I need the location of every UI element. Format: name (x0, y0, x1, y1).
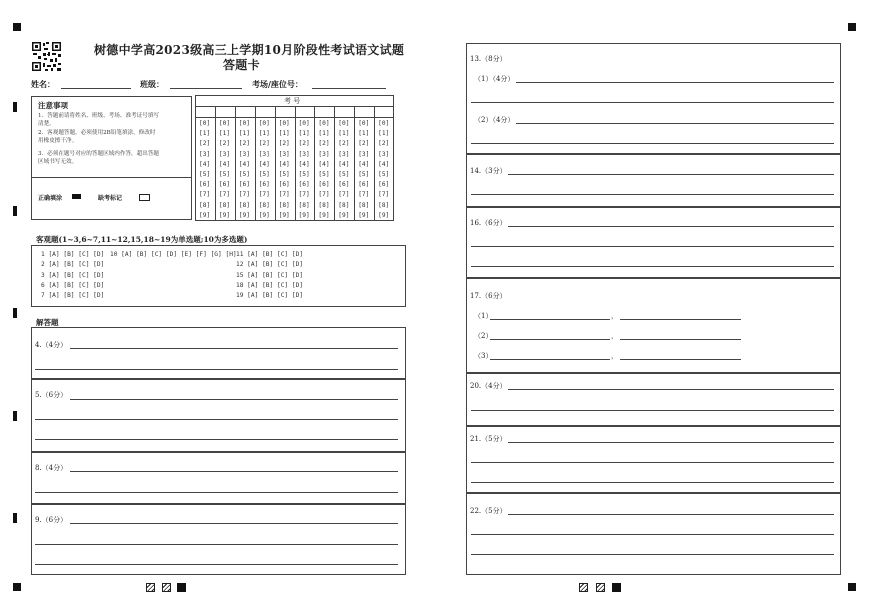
question-label-q17: 17.（6分） (470, 292, 507, 300)
timing-mark (13, 308, 17, 318)
seat-label: 考场/座位号： (252, 79, 303, 89)
name-label: 姓名： (31, 79, 55, 89)
answer-line[interactable] (70, 348, 398, 349)
exam-number-bubble[interactable]: [5] (278, 171, 290, 178)
exam-number-bubble[interactable]: [6] (358, 181, 370, 189)
exam-number-bubble[interactable]: [9] (199, 211, 211, 219)
answer-line[interactable] (508, 389, 834, 390)
answer-box-q14 (466, 154, 841, 207)
exam-number-column-divider (334, 106, 335, 221)
answer-line[interactable] (620, 319, 741, 320)
exam-number-bubble[interactable]: [0] (338, 120, 350, 127)
answer-line[interactable] (471, 266, 834, 267)
exam-number-bubble[interactable]: [1] (278, 130, 290, 138)
answer-line[interactable] (70, 399, 398, 400)
page-code-mark (612, 583, 621, 592)
exam-number-bubble[interactable]: [2] (258, 140, 270, 148)
question-label-q5: 5.（6分） (35, 391, 68, 399)
answer-line[interactable] (471, 482, 834, 483)
exam-number-bubble[interactable]: [1] (298, 130, 310, 138)
question-label-q13: 13.（8分） (470, 55, 507, 63)
exam-number-bubble[interactable]: [4] (218, 160, 231, 168)
exam-number-bubble[interactable]: [7] (338, 191, 350, 199)
class-label: 班级： (140, 79, 164, 89)
exam-number-bubble[interactable]: [9] (378, 211, 390, 219)
objective-question-row[interactable]: 11 [A] [B] [C] [D] (236, 251, 304, 258)
exam-number-bubble[interactable]: [0] (298, 120, 310, 127)
notice-item: 1．答题前请将姓名、班级、考场、准考证号填写清楚。 (38, 113, 160, 127)
exam-number-label: 考 号 (284, 97, 301, 105)
exam-number-bubble[interactable]: [8] (258, 201, 270, 209)
exam-number-bubble[interactable]: [4] (238, 160, 250, 168)
exam-number-bubble[interactable]: [1] (258, 130, 270, 138)
exam-number-bubble[interactable]: [8] (278, 201, 290, 209)
exam-number-column-divider (295, 106, 296, 221)
correct-fill-label: 正确填涂 (38, 195, 63, 202)
exam-number-bubble[interactable]: [1] (199, 130, 211, 138)
notice-divider (31, 177, 192, 178)
exam-number-bubble[interactable]: [2] (318, 140, 330, 148)
exam-number-bubble[interactable]: [5] (238, 171, 250, 178)
notice-item: 2．客观题答题，必须使用2B铅笔填涂，修改时用橡皮擦干净。 (38, 130, 156, 144)
exam-number-bubble[interactable]: [9] (338, 211, 350, 219)
exam-number-bubble[interactable]: [1] (338, 130, 350, 138)
exam-number-bubble[interactable]: [0] (318, 120, 330, 127)
comma: ， (611, 312, 618, 320)
answer-line[interactable] (70, 471, 398, 472)
exam-number-bubble[interactable]: [7] (238, 191, 250, 199)
exam-number-bubble[interactable]: [6] (378, 181, 390, 189)
exam-number-bubble[interactable]: [9] (318, 211, 330, 219)
registration-mark-bottom-left (13, 583, 21, 591)
question-label-q16: 16.（6分） (470, 219, 507, 227)
exam-number-bubble[interactable]: [2] (278, 140, 290, 148)
exam-number-bubble[interactable]: [8] (298, 201, 310, 209)
question-label-q22: 22.（5分） (470, 507, 507, 515)
exam-number-bubble[interactable]: [4] (358, 160, 370, 168)
exam-number-bubble[interactable]: [6] (238, 181, 250, 189)
exam-number-bubble[interactable]: [4] (199, 160, 211, 168)
exam-number-column-divider (374, 106, 375, 221)
exam-number-bubble[interactable]: [2] (358, 140, 370, 148)
exam-number-bubble[interactable]: [4] (338, 160, 350, 168)
exam-number-bubble[interactable]: [4] (278, 160, 290, 168)
objective-heading: 客观题(1~3,6~7,11~12,15,18~19为单选题;10为多选题) (36, 235, 248, 244)
exam-number-bubble[interactable]: [3] (278, 150, 290, 158)
answer-line[interactable] (35, 419, 398, 420)
exam-number-column-divider (354, 106, 355, 221)
answer-line[interactable] (620, 359, 741, 360)
answer-line[interactable] (508, 514, 834, 515)
exam-number-bubble[interactable]: [9] (278, 211, 290, 219)
exam-number-bubble[interactable]: [2] (338, 140, 350, 148)
subjective-heading: 解答题 (36, 318, 59, 327)
comma: ， (611, 332, 618, 340)
answer-line[interactable] (508, 174, 834, 175)
absent-mark-box[interactable] (139, 194, 150, 201)
question-label-q17-2: （2） (474, 332, 493, 340)
exam-number-bubble[interactable]: [5] (258, 171, 270, 178)
notice-heading: 注意事项 (38, 101, 68, 110)
answer-box-q20 (466, 373, 841, 426)
objective-question-row[interactable]: 3 [A] [B] [C] [D] (41, 271, 105, 279)
answer-line[interactable] (70, 523, 398, 524)
exam-number-bubble[interactable]: [5] (298, 171, 310, 178)
exam-number-bubble[interactable]: [7] (358, 191, 370, 199)
question-label-q8: 8.（4分） (35, 464, 68, 472)
exam-number-bubble[interactable]: [1] (318, 130, 330, 138)
exam-number-bubble[interactable]: [2] (238, 140, 250, 148)
objective-question-row[interactable]: 15 [A] [B] [C] [D] (236, 271, 304, 279)
objective-question-row[interactable]: 10 [A] [B] [C] [D] [E] [F] [G] [H] (110, 251, 237, 258)
exam-title: 树德中学高2023级高三上学期10月阶段性考试语文试题 (94, 43, 405, 57)
page-code-mark (579, 583, 588, 592)
exam-number-bubble[interactable]: [7] (199, 191, 211, 199)
answer-line[interactable] (490, 359, 610, 360)
exam-number-bubble[interactable]: [8] (218, 201, 231, 209)
exam-number-bubble[interactable]: [5] (378, 171, 390, 178)
exam-number-bubble[interactable]: [3] (218, 150, 231, 158)
answer-line[interactable] (35, 492, 398, 493)
exam-number-bubble[interactable]: [8] (358, 201, 370, 209)
question-label-q17-1: （1） (474, 312, 493, 320)
exam-number-bubble[interactable]: [6] (278, 181, 290, 189)
exam-number-bubble[interactable]: [1] (378, 130, 390, 138)
exam-number-column-divider (235, 106, 236, 221)
exam-number-bubble[interactable]: [8] (238, 201, 250, 209)
exam-number-bubble[interactable]: [2] (199, 140, 211, 148)
exam-number-bubble[interactable]: [7] (258, 191, 270, 199)
exam-number-bubble[interactable]: [0] (378, 120, 390, 127)
exam-number-bubble[interactable]: [1] (358, 130, 370, 138)
objective-question-row[interactable]: 12 [A] [B] [C] [D] (236, 261, 304, 269)
registration-mark-top-right (848, 23, 856, 31)
timing-mark (13, 206, 17, 216)
exam-number-bubble[interactable]: [9] (298, 211, 310, 219)
answer-line[interactable] (35, 564, 398, 565)
answer-line[interactable] (35, 544, 398, 545)
answer-line[interactable] (471, 143, 834, 144)
page-code-mark (146, 583, 155, 592)
exam-number-bubble[interactable]: [0] (218, 120, 231, 127)
exam-number-bubble[interactable]: [2] (218, 140, 231, 148)
exam-number-bubble[interactable]: [7] (218, 191, 231, 199)
exam-number-bubble[interactable]: [9] (238, 211, 250, 219)
exam-number-bubble[interactable]: [6] (258, 181, 270, 189)
exam-number-bubble[interactable]: [4] (298, 160, 310, 168)
answer-line[interactable] (471, 462, 834, 463)
exam-number-bubble[interactable]: [3] (318, 150, 330, 158)
exam-number-bubble[interactable]: [1] (238, 130, 250, 138)
exam-number-bubble[interactable]: [7] (318, 191, 330, 199)
answer-line[interactable] (516, 82, 834, 83)
exam-number-bubble[interactable]: [3] (298, 150, 310, 158)
answer-box-q4 (31, 327, 406, 379)
answer-line[interactable] (471, 246, 834, 247)
exam-number-bubble[interactable]: [5] (199, 171, 211, 178)
page-code-mark (596, 583, 605, 592)
answer-line[interactable] (490, 319, 610, 320)
exam-number-bubble[interactable]: [5] (218, 171, 231, 178)
exam-number-bubble[interactable]: [1] (218, 130, 231, 138)
question-label-q9: 9.（6分） (35, 516, 68, 524)
objective-question-row[interactable]: 6 [A] [B] [C] [D] (41, 281, 105, 289)
answer-line[interactable] (35, 369, 398, 370)
exam-number-bubble[interactable]: [3] (238, 150, 250, 158)
exam-number-bubble[interactable]: [4] (318, 160, 330, 168)
exam-number-bubble[interactable]: [0] (238, 120, 250, 127)
timing-mark (13, 102, 17, 112)
answer-line[interactable] (471, 554, 834, 555)
class-field[interactable] (170, 88, 242, 89)
exam-number-bubble[interactable]: [7] (278, 191, 290, 199)
exam-number-bubble[interactable]: [5] (358, 171, 370, 178)
correct-fill-sample (72, 194, 81, 199)
timing-mark (13, 411, 17, 421)
answer-line[interactable] (471, 534, 834, 535)
answer-line[interactable] (620, 339, 741, 340)
exam-number-bubble[interactable]: [6] (298, 181, 310, 189)
exam-number-bubble[interactable]: [0] (258, 120, 270, 127)
registration-mark-bottom-right (848, 583, 856, 591)
question-label-q17-3: （3） (474, 352, 493, 360)
exam-number-bubble[interactable]: [6] (199, 181, 211, 189)
exam-number-bubble[interactable]: [7] (378, 191, 390, 199)
exam-number-column-divider (275, 106, 276, 221)
answer-line[interactable] (35, 439, 398, 440)
answer-line[interactable] (508, 442, 834, 443)
exam-number-bubble[interactable]: [6] (338, 181, 350, 189)
objective-question-row[interactable]: 1 [A] [B] [C] [D] (41, 251, 105, 258)
exam-number-bubble[interactable]: [8] (318, 201, 330, 209)
page-code-mark (177, 583, 186, 592)
answer-line[interactable] (471, 410, 834, 411)
exam-number-bubble[interactable]: [0] (199, 120, 211, 127)
question-label-q21: 21.（5分） (470, 435, 507, 443)
exam-number-bubble[interactable]: [5] (318, 171, 330, 178)
absent-mark-label: 缺考标记 (98, 195, 123, 202)
objective-question-row[interactable]: 19 [A] [B] [C] [D] (236, 292, 304, 300)
exam-number-bubble[interactable]: [0] (358, 120, 370, 127)
question-label-q4: 4.（4分） (35, 341, 68, 349)
answer-line[interactable] (490, 339, 610, 340)
page-code-mark (162, 583, 171, 592)
answer-box-q8 (31, 452, 406, 504)
exam-number-bubble[interactable]: [8] (378, 201, 390, 209)
exam-number-bubble[interactable]: [6] (318, 181, 330, 189)
answer-box-q13 (466, 43, 841, 154)
answer-line[interactable] (471, 194, 834, 195)
exam-number-bubble[interactable]: [0] (278, 120, 290, 127)
answer-line[interactable] (516, 123, 834, 124)
timing-mark (13, 513, 17, 523)
question-label-q14: 14.（3分） (470, 167, 507, 175)
objective-question-row[interactable]: 18 [A] [B] [C] [D] (236, 281, 304, 289)
exam-number-bubble[interactable]: [8] (199, 201, 211, 209)
registration-mark-top-left (13, 23, 21, 31)
answer-sheet-title: 答题卡 (223, 58, 260, 72)
exam-number-bubble[interactable]: [8] (338, 201, 350, 209)
comma: ， (611, 352, 618, 360)
exam-number-bubble[interactable]: [3] (378, 150, 390, 158)
question-label-q13-1: （1）（4分） (474, 75, 515, 83)
exam-number-column-divider (255, 106, 256, 221)
exam-number-bubble[interactable]: [4] (258, 160, 270, 168)
exam-number-bubble[interactable]: [5] (338, 171, 350, 178)
qr-code (31, 41, 62, 72)
question-label-q13-2: （2）（4分） (474, 116, 515, 124)
answer-line[interactable] (471, 102, 834, 103)
exam-number-bubble[interactable]: [4] (378, 160, 390, 168)
question-label-q20: 20.（4分） (470, 382, 507, 390)
exam-number-column-divider (314, 106, 315, 221)
exam-number-bubble[interactable]: [6] (218, 181, 231, 189)
exam-number-bubble[interactable]: [9] (258, 211, 270, 219)
exam-number-bubble[interactable]: [7] (298, 191, 310, 199)
notice-item: 3．必须在题号对应的答题区域内作答，超出答题区域书写无效。 (38, 151, 160, 165)
answer-box-q16 (466, 207, 841, 278)
exam-number-bubble[interactable]: [9] (358, 211, 370, 219)
objective-question-row[interactable]: 7 [A] [B] [C] [D] (41, 292, 105, 300)
exam-number-bubble[interactable]: [2] (298, 140, 310, 148)
exam-number-bubble[interactable]: [9] (218, 211, 231, 219)
name-field[interactable] (61, 88, 131, 89)
exam-number-bubble[interactable]: [3] (199, 150, 211, 158)
seat-field[interactable] (312, 88, 386, 89)
exam-number-bubble[interactable]: [2] (378, 140, 390, 148)
exam-number-bubble[interactable]: [3] (358, 150, 370, 158)
exam-number-bubble[interactable]: [3] (338, 150, 350, 158)
exam-number-bubble[interactable]: [3] (258, 150, 270, 158)
objective-question-row[interactable]: 2 [A] [B] [C] [D] (41, 261, 105, 269)
answer-line[interactable] (508, 226, 834, 227)
exam-number-column-divider (215, 106, 216, 221)
answer-box-q5 (31, 379, 406, 452)
